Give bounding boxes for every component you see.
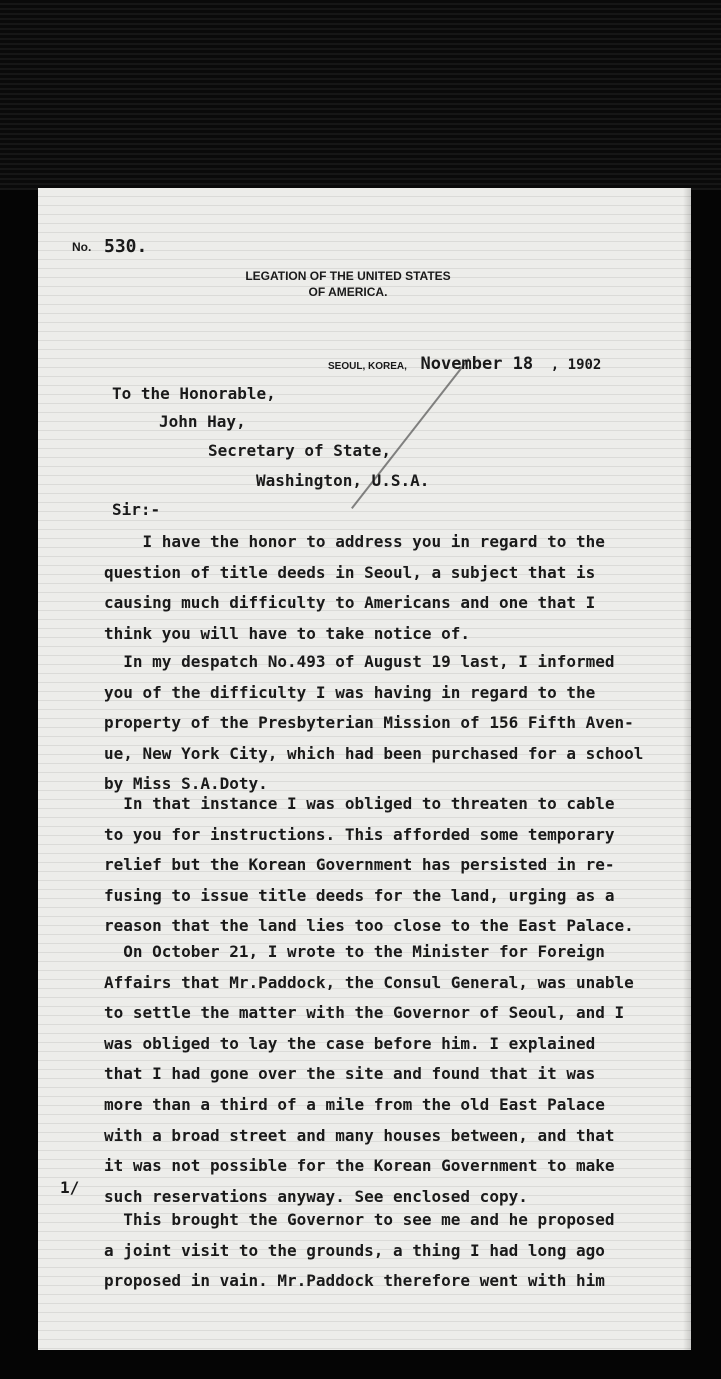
text-line: reason that the land lies too close to the East Palace. bbox=[104, 916, 634, 936]
paragraph-1 bbox=[104, 527, 691, 649]
paragraph-3 bbox=[104, 789, 691, 942]
letterhead-line-1: LEGATION OF THE UNITED STATES bbox=[245, 269, 451, 283]
salutation: Sir:- bbox=[112, 500, 161, 519]
date: November 18 bbox=[420, 354, 534, 374]
text-line: to you for instructions. This afforded some temporary bbox=[104, 824, 615, 844]
text-line: property of the Presbyterian Mission of 156 Fifth Aven- bbox=[104, 713, 634, 733]
text-line: relief but the Korean Government has persisted in re- bbox=[104, 855, 615, 875]
address-line-4: Washington, U.S.A. bbox=[256, 471, 430, 490]
text-line: This brought the Governor to see me and he proposed bbox=[104, 1210, 615, 1229]
text-line: it was not possible for the Korean Government to make bbox=[104, 1156, 615, 1176]
text-line: On October 21, I wrote to the Minister for Foreign bbox=[104, 942, 605, 961]
paragraph-2 bbox=[104, 647, 691, 800]
paragraph-4 bbox=[104, 937, 691, 1212]
despatch-number: 530. bbox=[104, 236, 148, 257]
text-line: In that instance I was obliged to threaten to cable bbox=[104, 794, 615, 813]
text-line: such reservations anyway. See enclosed copy. bbox=[104, 1186, 528, 1206]
text-line: question of title deeds in Seoul, a subject that is bbox=[104, 562, 596, 582]
year: , 1902 bbox=[550, 357, 602, 373]
text-line: you of the difficulty I was having in regard to the bbox=[104, 682, 596, 702]
enclosure-margin-note: 1/ bbox=[60, 1178, 80, 1197]
text-line: proposed in vain. Mr.Paddock therefore went with him bbox=[104, 1271, 605, 1291]
text-line: fusing to issue title deeds for the land, urging as a bbox=[104, 885, 615, 905]
text-line: Affairs that Mr.Paddock, the Consul General, was unable bbox=[104, 972, 634, 992]
address-line-3: Secretary of State, bbox=[208, 441, 392, 460]
place: SEOUL, KOREA, bbox=[328, 361, 407, 372]
address-line-2: John Hay, bbox=[159, 412, 246, 431]
text-line: by Miss S.A.Doty. bbox=[104, 774, 268, 794]
text-line: ue, New York City, which had been purchased for a school bbox=[104, 743, 644, 763]
text-line: more than a third of a mile from the old East Palace bbox=[104, 1094, 605, 1114]
address-line-1: To the Honorable, bbox=[112, 384, 276, 403]
date-line bbox=[328, 354, 601, 374]
text-line: a joint visit to the grounds, a thing I had long ago bbox=[104, 1240, 605, 1260]
despatch-number-label: No. bbox=[72, 240, 92, 254]
text-line: to settle the matter with the Governor of Seoul, and I bbox=[104, 1003, 625, 1023]
text-line: causing much difficulty to Americans and one that I bbox=[104, 593, 596, 613]
letterhead bbox=[128, 268, 568, 300]
paragraph-5 bbox=[104, 1205, 691, 1297]
text-line: was obliged to lay the case before him. I explained bbox=[104, 1033, 596, 1053]
letter-page bbox=[38, 188, 691, 1350]
text-line: that I had gone over the site and found that it was bbox=[104, 1064, 596, 1084]
text-line: In my despatch No.493 of August 19 last, I informed bbox=[104, 652, 615, 671]
text-line: with a broad street and many houses between, and that bbox=[104, 1125, 615, 1145]
text-line: I have the honor to address you in regard to the bbox=[104, 532, 605, 551]
letterhead-line-2: OF AMERICA. bbox=[308, 285, 388, 299]
text-line: think you will have to take notice of. bbox=[104, 623, 471, 643]
film-background bbox=[0, 0, 721, 190]
